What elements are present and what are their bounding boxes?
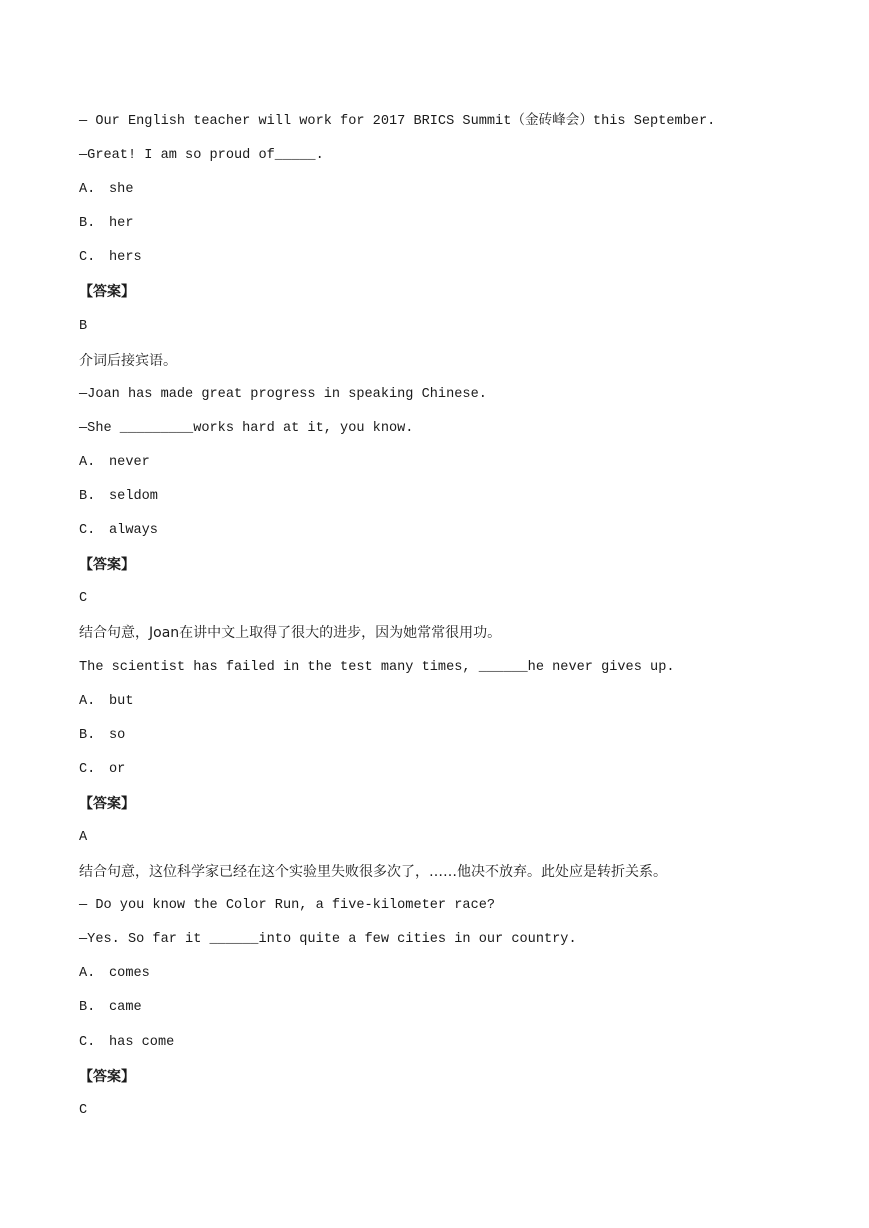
option-text: hers (109, 250, 142, 266)
question-2-explanation: 结合句意，Joan在讲中文上取得了很大的进步，因为她常常很用功。 (79, 625, 502, 642)
question-3-option-b (79, 727, 799, 761)
question-3-answer: A (79, 829, 88, 845)
question-2-answer-label: 【答案】 (79, 557, 135, 574)
question-1-option-b (79, 215, 799, 249)
question-4-stem-line-1: — Do you know the Color Run, a five-kilometer race? (79, 898, 496, 914)
option-letter: B. (79, 216, 96, 232)
question-1-stem-line-1: — Our English teacher will work for 2017 BRICS Summit（金砖峰会）this September. (79, 114, 716, 129)
option-text: so (109, 727, 126, 743)
question-1-answer: B (79, 318, 88, 334)
option-text: never (109, 454, 150, 470)
page-content (79, 113, 799, 1136)
option-letter: C. (79, 250, 96, 266)
question-1-option-a (79, 181, 799, 215)
option-letter: A. (79, 966, 96, 982)
question-1-answer-label: 【答案】 (79, 284, 135, 301)
option-letter: A. (79, 454, 96, 470)
question-1-option-c (79, 249, 799, 283)
option-letter: B. (79, 727, 96, 743)
question-2-option-a (79, 454, 799, 488)
question-3-explanation: 结合句意，这位科学家已经在这个实验里失败很多次了，……他决不放弃。此处应是转折关系。 (79, 864, 667, 881)
option-text: but (109, 693, 134, 709)
question-4-option-c (79, 1034, 799, 1068)
option-text: her (109, 216, 134, 232)
question-4-option-a (79, 965, 799, 999)
option-text: seldom (109, 489, 158, 505)
option-text: came (109, 1000, 142, 1016)
option-letter: B. (79, 1000, 96, 1016)
option-text: or (109, 761, 126, 777)
question-2-answer: C (79, 591, 88, 607)
question-2-option-b (79, 488, 799, 522)
option-text: always (109, 523, 158, 539)
question-3-option-c (79, 761, 799, 795)
question-2-stem-line-1: —Joan has made great progress in speaking Chinese. (79, 386, 487, 402)
question-3-answer-label: 【答案】 (79, 795, 135, 812)
option-letter: C. (79, 523, 96, 539)
option-letter: B. (79, 489, 96, 505)
question-4-answer: C (79, 1102, 88, 1118)
question-4-option-b (79, 999, 799, 1033)
option-letter: C. (79, 1034, 96, 1050)
option-letter: C. (79, 761, 96, 777)
question-3-option-a (79, 693, 799, 727)
option-text: has come (109, 1034, 175, 1050)
question-2-option-c (79, 522, 799, 556)
question-4-stem-line-2: —Yes. So far it ______into quite a few cities in our country. (79, 932, 577, 948)
question-3-stem-line-1: The scientist has failed in the test many times, ______he never gives up. (79, 659, 675, 675)
question-1-stem-line-2: —Great! I am so proud of_____. (79, 148, 324, 164)
option-text: comes (109, 966, 150, 982)
option-letter: A. (79, 182, 96, 198)
question-4-answer-label: 【答案】 (79, 1068, 135, 1085)
question-1-explanation: 介词后接宾语。 (79, 352, 177, 369)
option-text: she (109, 182, 134, 198)
question-2-stem-line-2: —She _________works hard at it, you know. (79, 420, 414, 436)
option-letter: A. (79, 693, 96, 709)
